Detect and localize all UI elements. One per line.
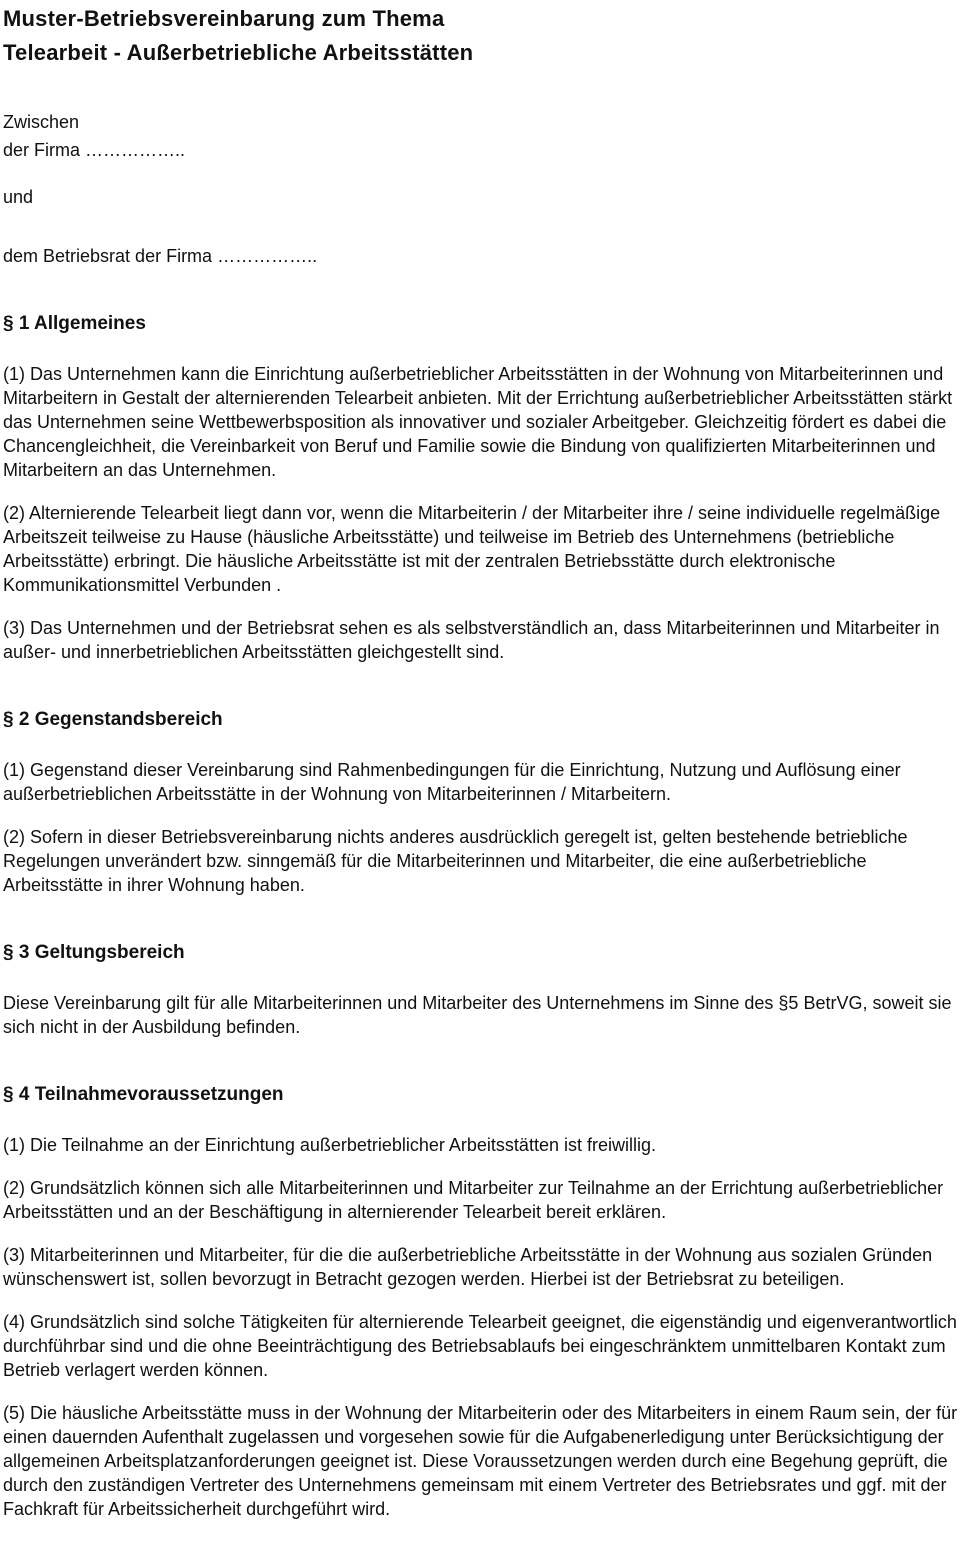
document-title-line-2: Telearbeit - Außerbetriebliche Arbeitsstätten	[3, 40, 474, 65]
section-4-paragraph-4: (4) Grundsätzlich sind solche Tätigkeiten für alternierende Telearbeit geeignet, die eigenständig und eigenverantwortlich durchführbar sind und die ohne Beeinträchtigung des Betriebsablaufs bei eingeschränktem unmittelbaren Kontakt zum Betrieb verlagert werden können.	[3, 1312, 957, 1380]
section-4-paragraph-2: (2) Grundsätzlich können sich alle Mitarbeiterinnen und Mitarbeiter zur Teilnahme an der Errichtung außerbetrieblicher Arbeitsstätten und an der Beschäftigung in alternierender Telearbeit bereit erklären.	[3, 1178, 944, 1222]
party-intro-zwischen: Zwischen	[3, 112, 80, 132]
section-3-paragraph-1: Diese Vereinbarung gilt für alle Mitarbeiterinnen und Mitarbeiter des Unternehmens im Sinne des §5 BetrVG, soweit sie sich nicht in der Ausbildung befinden.	[3, 993, 952, 1037]
party-company-blank-line: der Firma ……………..	[3, 140, 186, 160]
section-4-teilnahmevoraussetzungen	[3, 1082, 958, 1521]
party-works-council-blank-line: dem Betriebsrat der Firma ……………..	[3, 246, 318, 266]
section-2-paragraph-2: (2) Sofern in dieser Betriebsvereinbarung nichts anderes ausdrücklich geregelt ist, gelten bestehende betriebliche Regelungen unverändert bzw. sinngemäß für die Mitarbeiterinnen und Mitarbeiter, die eine außerbetriebliche Arbeitsstätte in ihrer Wohnung haben.	[3, 827, 908, 895]
section-1-paragraph-3: (3) Das Unternehmen und der Betriebsrat sehen es als selbstverständlich an, dass Mitarbeiterinnen und Mitarbeiter in außer- und innerbetrieblichen Arbeitsstätten gleichgestellt sind.	[3, 618, 940, 662]
section-1-paragraph-1: (1) Das Unternehmen kann die Einrichtung außerbetrieblicher Arbeitsstätten in der Wohnung von Mitarbeiterinnen und Mitarbeitern in Gestalt der alternierenden Telearbeit anbieten. Mit der Errichtung außerbetrieblicher Arbeitsstätten stärkt das Unternehmen seine Wettbewerbsposition als innovativer und sozialer Arbeitgeber. Gleichzeitig fördert es dabei die Chancengleichheit, die Vereinbarkeit von Beruf und Familie sowie die Bindung von qualifizierten Mitarbeiterinnen und Mitarbeitern an das Unternehmen.	[3, 364, 953, 480]
document-title	[3, 2, 958, 70]
section-4-heading: § 4 Teilnahmevoraussetzungen	[3, 1084, 284, 1105]
section-1-heading: § 1 Allgemeines	[3, 313, 146, 334]
section-3-heading: § 3 Geltungsbereich	[3, 942, 185, 963]
document-title-line-1: Muster-Betriebsvereinbarung zum Thema	[3, 6, 445, 31]
section-3-geltungsbereich	[3, 940, 958, 1039]
section-1-paragraph-2: (2) Alternierende Telearbeit liegt dann vor, wenn die Mitarbeiterin / der Mitarbeiter ihre / seine individuelle regelmäßige Arbeitszeit teilweise zu Hause (häusliche Arbeitsstätte) und teilweise im Betrieb des Unternehmens (betriebliche Arbeitsstätte) erbringt. Die häusliche Arbeitsstätte ist mit der zentralen Betriebsstätte durch elektronische Kommunikationsmittel Verbunden .	[3, 503, 941, 595]
section-1-allgemeines	[3, 311, 958, 664]
section-4-paragraph-1: (1) Die Teilnahme an der Einrichtung außerbetrieblicher Arbeitsstätten ist freiwillig.	[3, 1135, 656, 1155]
party-intro-und: und	[3, 187, 34, 207]
section-4-paragraph-3: (3) Mitarbeiterinnen und Mitarbeiter, für die die außerbetriebliche Arbeitsstätte in der Wohnung aus sozialen Gründen wünschenswert ist, sollen bevorzugt in Betracht gezogen werden. Hierbei ist der Betriebsrat zu beteiligen.	[3, 1245, 933, 1289]
section-2-heading: § 2 Gegenstandsbereich	[3, 709, 223, 730]
section-2-paragraph-1: (1) Gegenstand dieser Vereinbarung sind Rahmenbedingungen für die Einrichtung, Nutzung und Auflösung einer außerbetrieblichen Arbeitsstätte in der Wohnung von Mitarbeiterinnen / Mitarbeitern.	[3, 760, 901, 804]
section-4-paragraph-5: (5) Die häusliche Arbeitsstätte muss in der Wohnung der Mitarbeiterin oder des Mitarbeiters in einem Raum sein, der für einen dauernden Aufenthalt zugelassen und vorgesehen sowie für die Aufgabenerledigung unter Berücksichtigung der allgemeinen Arbeitsplatzanforderungen geeignet ist. Diese Voraussetzungen werden durch eine Begehung geprüft, die durch den zuständigen Vertreter des Unternehmens gemeinsam mit einem Vertreter des Betriebsrates und ggf. mit der Fachkraft für Arbeitssicherheit durchgeführt wird.	[3, 1403, 958, 1519]
section-2-gegenstandsbereich	[3, 707, 958, 897]
